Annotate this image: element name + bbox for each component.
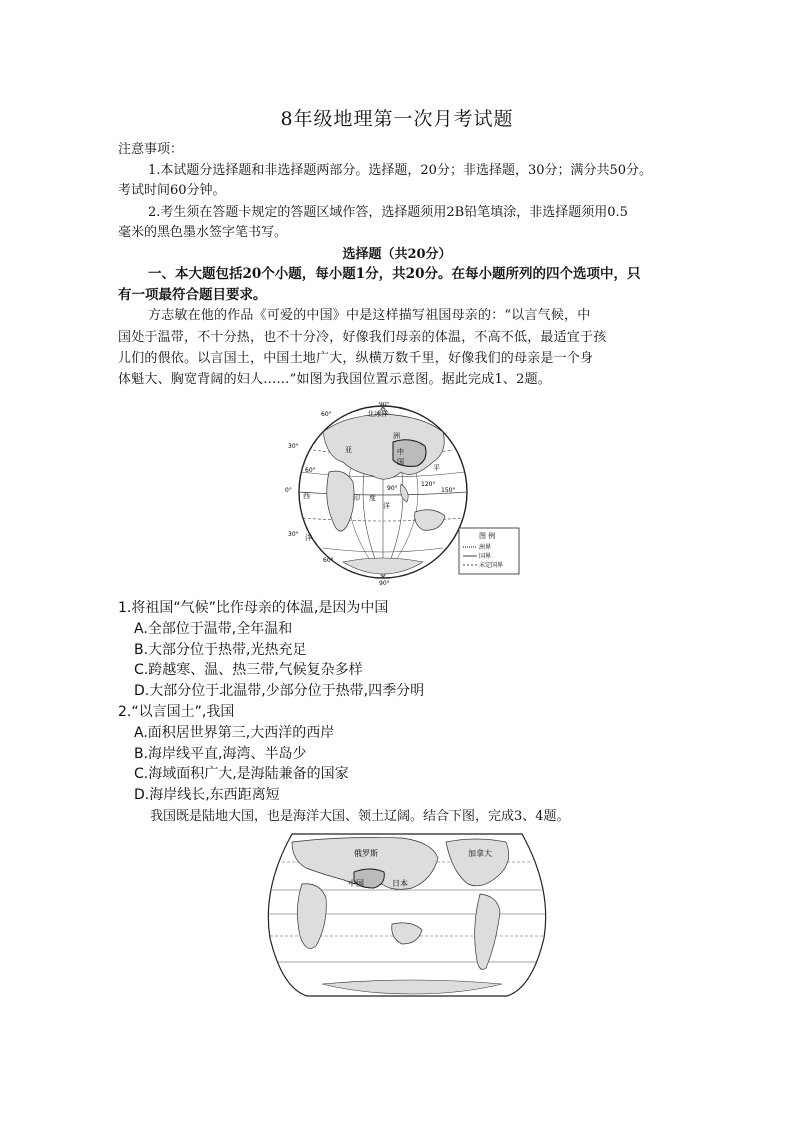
country-label: 中国 bbox=[348, 879, 364, 888]
question-2-option-d: D.海岸线长,东西距离短 bbox=[134, 787, 280, 803]
note-item-2-cont: 毫米的黑色墨水签字笔书写。 bbox=[118, 225, 288, 240]
lon-label: 90° bbox=[387, 485, 398, 492]
place-label: 洲 bbox=[393, 432, 400, 440]
lat-label: 60° bbox=[323, 557, 334, 564]
place-label: 印 bbox=[353, 494, 360, 502]
country-label: 日本 bbox=[392, 879, 408, 888]
lat-label: 0° bbox=[285, 487, 292, 494]
passage-line: 方志敏在他的作品《可爱的中国》中是这样描写祖国母亲的：“以言气候，中 bbox=[148, 308, 591, 323]
question-1-option-b: B.大部分位于热带,光热充足 bbox=[134, 642, 307, 658]
section-heading: 选择题（共20分） bbox=[342, 247, 452, 262]
place-label: 北冰洋 bbox=[367, 410, 388, 418]
legend-title: 图 例 bbox=[479, 532, 496, 540]
section-instruction-cont: 有一项最符合题目要求。 bbox=[118, 287, 267, 303]
passage-line: 儿们的偎依。以言国土，中国土地广大，纵横万数千里，好像我们的母亲是一个身 bbox=[118, 351, 594, 366]
legend-item: 未定国界 bbox=[479, 562, 504, 569]
notes-heading: 注意事项： bbox=[118, 142, 184, 157]
lat-label: 30° bbox=[288, 531, 299, 538]
place-label: 平 bbox=[433, 464, 440, 472]
map-legend bbox=[459, 528, 519, 574]
world-map bbox=[262, 828, 552, 1002]
question-1-option-a: A.全部位于温带,全年温和 bbox=[134, 621, 293, 637]
legend-item: 国界 bbox=[479, 553, 492, 560]
place-label: 亚 bbox=[345, 446, 352, 454]
legend-item: 洲界 bbox=[479, 544, 492, 551]
section-instruction: 一、本大题包括20个小题，每小题1分，共20分。在每小题所列的四个选项中，只 bbox=[148, 266, 641, 282]
question-2-option-a: A.面积居世界第三,大西洋的西岸 bbox=[134, 725, 335, 741]
country-label: 加拿大 bbox=[468, 849, 492, 858]
question-2-option-b: B.海岸线平直,海湾、半岛少 bbox=[134, 746, 307, 762]
place-label: 洋 bbox=[383, 502, 390, 510]
note-item-1-cont: 考试时间60分钟。 bbox=[118, 183, 226, 198]
place-label: 洋 bbox=[305, 534, 312, 542]
lat-label: 30° bbox=[288, 443, 299, 450]
passage-2: 我国既是陆地大国，也是海洋大国、领土辽阔。结合下图，完成3、4题。 bbox=[150, 809, 570, 824]
note-item-2: 2.考生须在答题卡规定的答题区域作答，选择题须用2B铅笔填涂，非选择题须用0.5 bbox=[148, 205, 628, 220]
lat-label: 90° bbox=[379, 402, 390, 408]
question-1-option-c: C.跨越寒、温、热三带,气候复杂多样 bbox=[134, 662, 363, 678]
question-1-stem: 1.将祖国“气候”比作母亲的体温,是因为中国 bbox=[118, 600, 389, 616]
question-2-stem: 2.“以言国土”,我国 bbox=[118, 704, 235, 720]
place-label: 西 bbox=[303, 492, 310, 500]
lon-label: 150° bbox=[441, 487, 456, 494]
note-item-1: 1.本试题分选择题和非选择题两部分。选择题，20分；非选择题，30分；满分共50分。 bbox=[148, 163, 653, 178]
place-label: 度 bbox=[369, 494, 376, 502]
passage-line: 体魁大、胸宽背阔的妇人……”如图为我国位置示意图。据此完成1、2题。 bbox=[118, 372, 551, 387]
lon-label: 120° bbox=[421, 481, 436, 488]
place-label: 中 bbox=[397, 448, 404, 456]
place-label: 国 bbox=[397, 458, 404, 466]
lat-label: 60° bbox=[321, 411, 332, 418]
page-title: 8年级地理第一次月考试题 bbox=[280, 108, 514, 130]
passage-line: 国处于温带，不十分热，也不十分冷，好像我们母亲的体温，不高不低，最适宜于孩 bbox=[118, 330, 607, 345]
lon-label: 60° bbox=[305, 467, 316, 474]
question-1-option-d: D.大部分位于北温带,少部分位于热带,四季分明 bbox=[134, 683, 425, 699]
question-2-option-c: C.海域面积广大,是海陆兼备的国家 bbox=[134, 766, 349, 782]
country-label: 俄罗斯 bbox=[354, 849, 378, 858]
lat-label: 90° bbox=[379, 580, 390, 586]
china-location-globe-map bbox=[283, 402, 523, 586]
